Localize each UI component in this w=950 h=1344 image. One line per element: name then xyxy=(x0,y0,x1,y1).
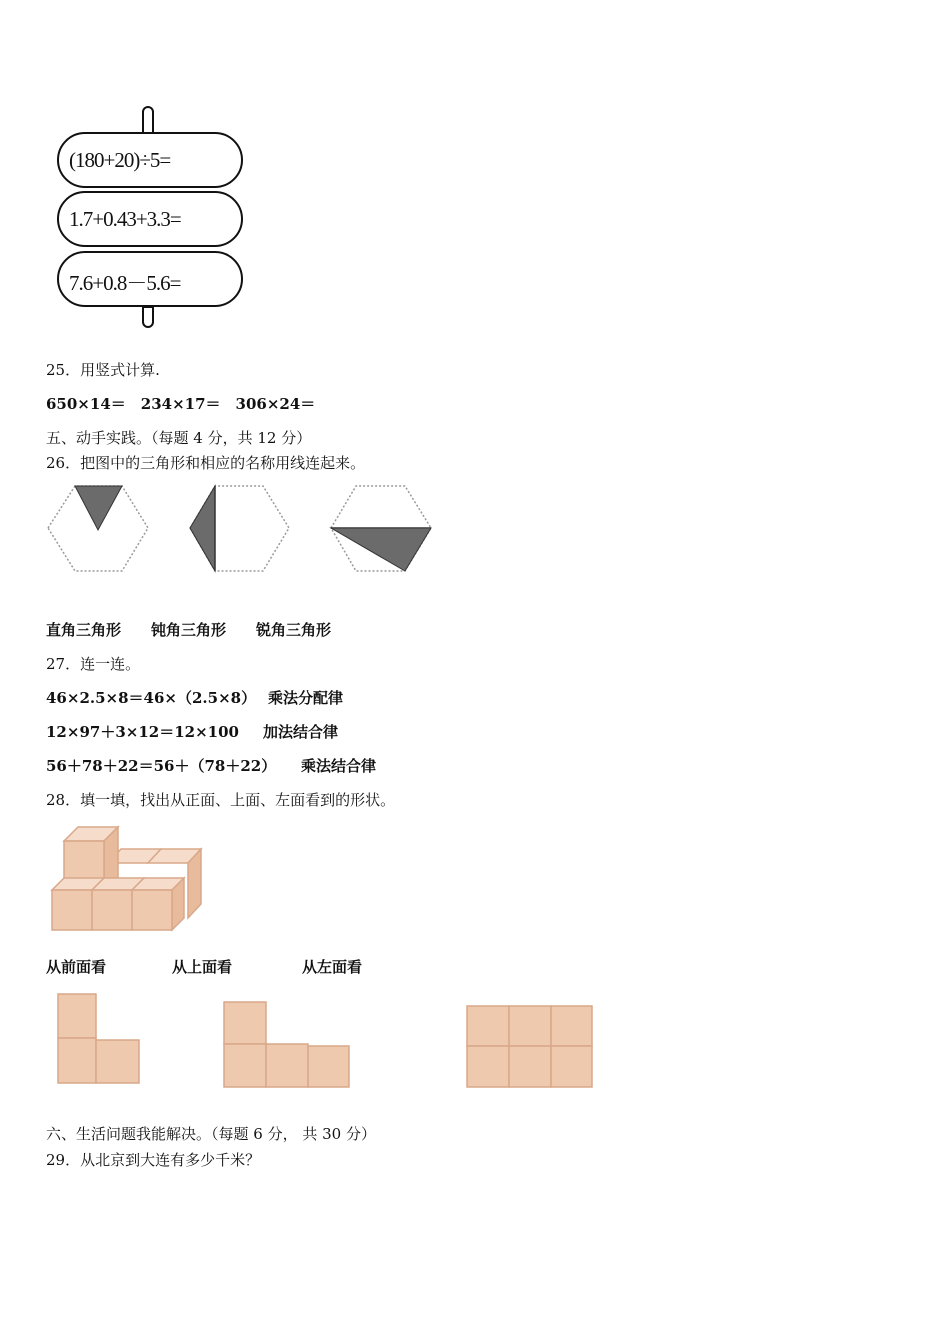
expression-card-1 xyxy=(57,132,243,188)
hexagon-1 xyxy=(48,486,148,571)
expression-text: 7.6+0.8－5.6= xyxy=(69,271,181,295)
section5-title: 五、动手实践。（每题 4 分，共 12 分） xyxy=(46,429,312,447)
view-shape-2 xyxy=(222,1000,352,1090)
view-label-top: 从上面看 xyxy=(172,958,233,976)
expression-card-2 xyxy=(57,191,243,247)
expression-card-3 xyxy=(57,251,243,307)
view-shape-1 xyxy=(56,992,142,1086)
q27-title: 27．连一连。 xyxy=(46,655,141,673)
view-label-left: 从左面看 xyxy=(302,958,363,976)
q27-expr-1: 46×2.5×8＝46×（2.5×8） xyxy=(46,689,257,707)
q27-expr-2: 12×97＋3×12＝12×100 xyxy=(46,723,239,741)
q26-title: 26．把图中的三角形和相应的名称用线连起来。 xyxy=(46,454,366,472)
q27-law-3: 乘法结合律 xyxy=(301,757,377,775)
hexagon-figures xyxy=(40,482,440,582)
hexagon-3 xyxy=(331,486,431,571)
q28-title: 28．填一填，找出从正面、上面、左面看到的形状。 xyxy=(46,791,396,809)
bottom-rod xyxy=(142,306,154,328)
triangle-names: 直角三角形 钝角三角形 锐角三角形 xyxy=(46,621,332,639)
q27-law-2: 加法结合律 xyxy=(263,723,339,741)
q29-title: 29．从北京到大连有多少千米？ xyxy=(46,1151,261,1169)
expression-text: (180+20)÷5= xyxy=(69,148,171,172)
cube-stack-illustration xyxy=(48,822,208,937)
view-label-front: 从前面看 xyxy=(46,958,107,976)
q25-problems: 650×14＝ 234×17＝ 306×24＝ xyxy=(46,395,316,413)
view-shape-3 xyxy=(465,1004,595,1090)
q27-expr-3: 56＋78＋22＝56＋（78＋22） xyxy=(46,757,277,775)
q25-title: 25．用竖式计算. xyxy=(46,361,160,379)
q27-law-1: 乘法分配律 xyxy=(268,689,344,707)
expression-text: 1.7+0.43+3.3= xyxy=(69,207,181,231)
section6-title: 六、生活问题我能解决。（每题 6 分， 共 30 分） xyxy=(46,1125,376,1143)
hexagon-2 xyxy=(190,486,289,571)
